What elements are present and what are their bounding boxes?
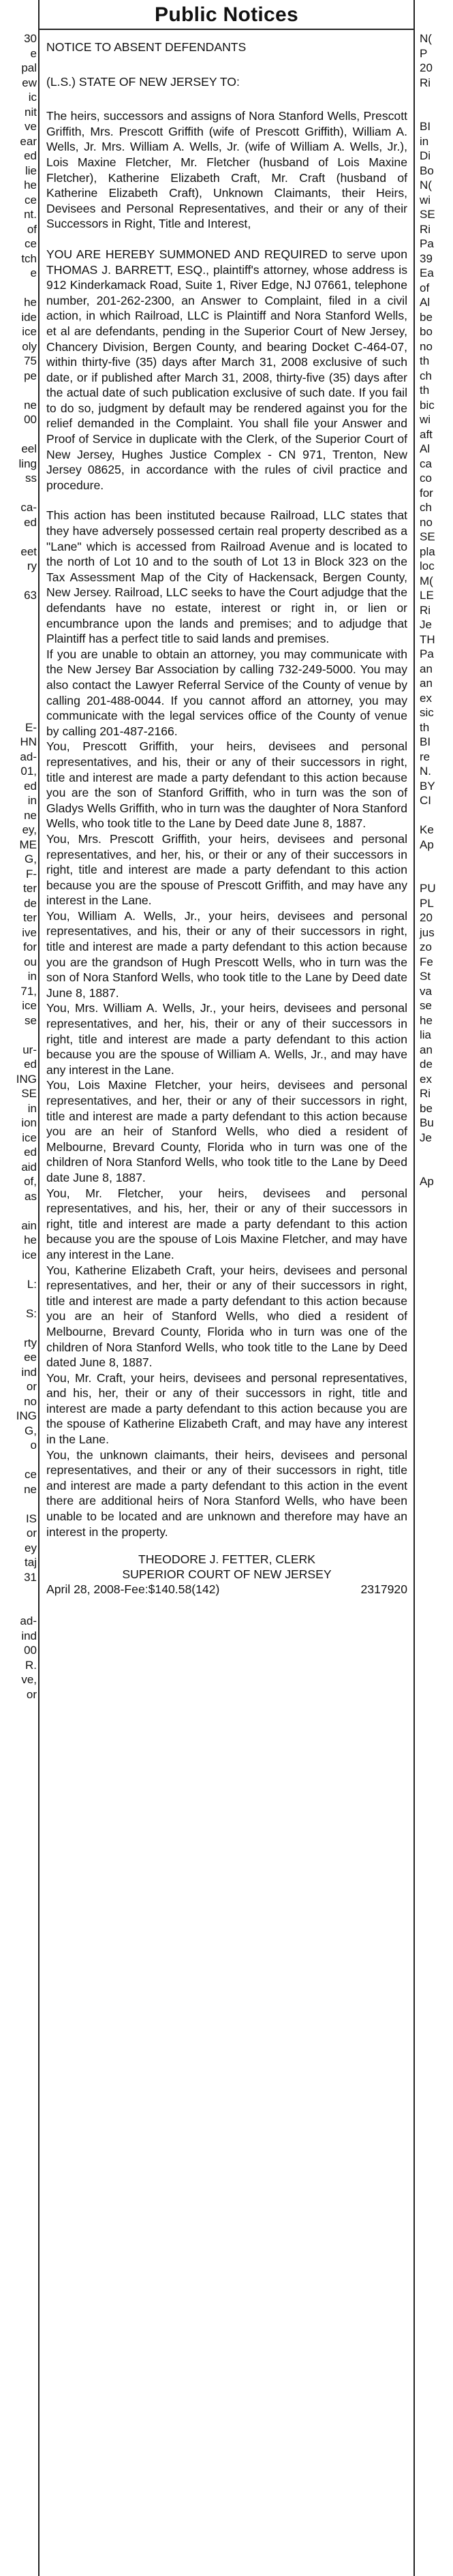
left-column-fragments: [0, 31, 37, 1702]
column-fragment-line: co: [420, 472, 432, 485]
column-fragment-line: ey,: [22, 823, 37, 836]
column-fragment-line: SE: [420, 530, 435, 543]
column-fragment-line: no: [24, 1394, 37, 1408]
column-rule-right: [413, 0, 415, 2576]
column-fragment-line: ve: [25, 120, 37, 133]
column-fragment-line: oly: [22, 339, 37, 353]
column-fragment-line: Al: [420, 442, 431, 455]
column-fragment-line: Fe: [420, 955, 433, 968]
column-fragment-line: of,: [24, 1175, 37, 1188]
column-fragment-line: Ri: [420, 1087, 431, 1100]
column-fragment-line: BY: [420, 779, 435, 793]
right-column-fragments: [420, 31, 453, 1189]
column-fragment-line: Ri: [420, 603, 431, 617]
column-fragment-line: va: [420, 984, 432, 998]
column-fragment-line: be: [420, 310, 433, 324]
notice-paragraph: You, Katherine Elizabeth Craft, your heirs, devisees and personal representatives, and her, their or any of their successors in right, title and interest are made a party defendant to this action because you are an heir of Stanford Wells, who died a resident of Melbourne, Brevard County, Florida who in turn was one of the children of Nora Stanford Wells, who took title to the Lane by Deed dated June 8, 1887.: [46, 1263, 407, 1370]
column-fragment-line: [0, 1599, 37, 1614]
column-fragment-line: eet: [20, 545, 37, 558]
column-fragment-line: ed: [24, 1146, 37, 1159]
column-fragment-line: [0, 1262, 37, 1277]
column-fragment-line: Ap: [420, 1175, 434, 1188]
column-fragment-line: St: [420, 970, 431, 983]
column-fragment-line: tch: [21, 251, 37, 265]
column-fragment-line: he: [24, 179, 37, 191]
column-fragment-line: e: [30, 46, 37, 60]
column-fragment-line: [0, 1321, 37, 1336]
column-fragment-line: [0, 1291, 37, 1306]
column-fragment-line: ice: [22, 999, 37, 1012]
column-fragment-line: [0, 603, 37, 618]
notice-addressees: The heirs, successors and assigns of Nora Stanford Wells, Prescott Griffith, Mrs. Prescott Griffith (wife of Prescott Griffith), William A. Wells, Jr. Mrs. William A. Wells, Jr. (wife of William A. Wells, Jr.), Lois Maxine Fletcher, Mr. Fletcher (husband of Lois Maxine Fletcher), Katherine Elizabeth Craft, Mr. Craft (husband of Katherine Elizabeth Craft), Unknown Claimants, their Heirs, Devisees and Personal Representatives, and their or any of their Successors in Right, Title and Interest,: [46, 109, 407, 231]
column-fragment-line: o: [30, 1439, 37, 1452]
column-fragment-line: ad-: [20, 1614, 37, 1627]
column-rule-left: [38, 0, 40, 2576]
column-fragment-line: ME: [19, 838, 37, 851]
column-fragment-line: re: [420, 750, 431, 763]
column-fragment-line: ed: [24, 1058, 37, 1071]
column-fragment-line: aid: [21, 1160, 37, 1174]
column-fragment-line: lia: [420, 1028, 432, 1041]
column-fragment-line: ch: [420, 369, 432, 382]
column-fragment-line: TH: [420, 632, 435, 646]
column-fragment-line: CI: [420, 794, 431, 807]
column-fragment-line: ain: [21, 1218, 37, 1232]
notice-paragraph: You, Mrs. Prescott Griffith, your heirs, devisees and personal representatives, and her, his, or their or any of their successors in right, title and interest are made a party defendant to this action because you are the spouse of Prescott Griffith, and may have any interest in the Lane.: [46, 831, 407, 908]
column-fragment-line: se: [420, 999, 432, 1012]
column-fragment-line: e: [30, 266, 37, 279]
column-fragment-line: [0, 662, 37, 677]
clerk-signature: [46, 1552, 407, 1582]
column-fragment-line: ee: [24, 1351, 37, 1364]
column-fragment-line: in: [27, 794, 37, 807]
column-fragment-line: [0, 281, 37, 296]
column-fragment-line: ex: [420, 1072, 432, 1086]
column-fragment-line: ed: [24, 149, 37, 162]
column-fragment-line: IS: [25, 1512, 37, 1525]
column-fragment-line: ind: [21, 1629, 37, 1642]
column-fragment-line: Ea: [420, 266, 434, 279]
notice-paragraphs: [46, 508, 407, 1539]
notice-paragraph: You, Mr. Craft, your heirs, devisees and personal representatives, and his, her, their or any of their successors in right, title and interest are made a party defendant to this action because you are the spouse of Katherine Elizabeth Craft, and may have any interest in the Lane.: [46, 1370, 407, 1447]
column-fragment-line: ter: [23, 911, 37, 924]
column-fragment-line: 39: [420, 251, 433, 265]
column-fragment-line: ou: [24, 955, 37, 968]
clerk-name: THEODORE J. FETTER, CLERK: [138, 1552, 316, 1567]
column-fragment-line: [420, 808, 453, 823]
column-fragment-line: 31: [24, 1570, 37, 1584]
column-fragment-line: ce: [25, 193, 37, 206]
column-fragment-line: ice: [22, 325, 37, 338]
column-fragment-line: SE: [420, 208, 435, 221]
column-fragment-line: an: [420, 677, 433, 690]
column-fragment-line: N(: [420, 179, 432, 191]
column-fragment-line: wi: [420, 413, 431, 426]
column-fragment-line: 01,: [20, 765, 37, 778]
column-fragment-line: ry: [27, 559, 37, 572]
column-fragment-line: zo: [420, 940, 432, 953]
column-fragment-line: [420, 852, 453, 867]
column-fragment-line: 20: [420, 911, 433, 924]
column-fragment-line: ss: [25, 472, 37, 485]
column-fragment-line: 30: [24, 32, 37, 45]
column-fragment-line: G,: [25, 853, 37, 865]
column-fragment-line: [0, 691, 37, 706]
column-fragment-line: for: [23, 940, 37, 953]
column-fragment-line: in: [27, 1101, 37, 1115]
column-fragment-line: in: [420, 134, 429, 148]
column-fragment-line: [0, 530, 37, 545]
column-fragment-line: PU: [420, 882, 436, 895]
column-fragment-line: taj: [25, 1556, 37, 1569]
column-fragment-line: [420, 1160, 453, 1175]
column-fragment-line: G,: [25, 1424, 37, 1437]
column-fragment-line: no: [420, 515, 433, 529]
column-fragment-line: HN: [20, 735, 37, 748]
column-fragment-line: wi: [420, 193, 431, 206]
column-fragment-line: S:: [25, 1306, 37, 1320]
column-fragment-line: th: [420, 384, 430, 397]
column-fragment-line: jus: [420, 925, 435, 939]
column-fragment-line: [0, 647, 37, 662]
column-fragment-line: bo: [420, 325, 433, 338]
column-fragment-line: [0, 1028, 37, 1043]
notice-paragraph: You, Mr. Fletcher, your heirs, devisees and personal representatives, and his, her, their or any of their successors in right, title and interest are made a party defendant to this action because you are the spouse of Lois Maxine Fletcher, and may have any interest in the Lane.: [46, 1186, 407, 1261]
notice-state-line: (L.S.) STATE OF NEW JERSEY TO:: [46, 74, 240, 89]
column-fragment-line: ch: [420, 501, 432, 514]
left-adjacent-column: [0, 31, 38, 2566]
column-fragment-line: N.: [420, 765, 431, 778]
column-fragment-line: SE: [21, 1087, 37, 1100]
column-fragment-line: he: [24, 1233, 37, 1246]
column-fragment-line: E-: [25, 720, 37, 734]
column-fragment-line: pla: [420, 545, 435, 558]
column-fragment-line: F-: [25, 867, 37, 880]
column-fragment-line: Bo: [420, 164, 434, 177]
column-fragment-line: [0, 617, 37, 632]
column-fragment-line: ed: [24, 779, 37, 793]
column-fragment-line: 63: [24, 589, 37, 602]
column-fragment-line: ca-: [20, 501, 37, 514]
column-fragment-line: nt.: [24, 208, 37, 221]
column-fragment-line: lie: [25, 164, 37, 177]
column-fragment-line: [0, 632, 37, 647]
column-fragment-line: [0, 1584, 37, 1599]
notice-paragraph: You, William A. Wells, Jr., your heirs, devisees and personal representatives, and his, their or any of their successors in right, title and interest are made a party defendant to this action because you are the grandson of Hugh Prescott Wells, who in turn was the son of Nora Stanford Wells, who took title to the Lane by Deed date June 8, 1887.: [46, 908, 407, 1000]
column-fragment-line: ce: [25, 1468, 37, 1481]
column-fragment-line: Di: [420, 149, 431, 162]
column-fragment-line: th: [420, 720, 430, 734]
notice-paragraph: This action has been instituted because Railroad, LLC states that they have adversely possessed certain real property described as a "Lane" which is accessed from Railroad Avenue and is located to the north of Lot 10 and to the south of Lot 13 in Block 323 on the Tax Assessment Map of the City of Hackensack, Bergen County, New Jersey. Railroad, LLC seeks to have the Court adjudge that the defendants have no estate, interest or right in, or lien or encumbrance upon the lands and premises; and to adjudge that Plaintiff has a perfect title to said lands and premises.: [46, 508, 407, 646]
column-fragment-line: Pa: [420, 237, 434, 250]
column-fragment-line: PL: [420, 896, 434, 910]
publication-date-fee: April 28, 2008-Fee:$140.58(142): [46, 1582, 220, 1597]
column-fragment-line: for: [420, 486, 433, 500]
column-fragment-line: Ap: [420, 838, 434, 851]
column-fragment-line: or: [26, 1687, 37, 1701]
column-fragment-line: in: [27, 970, 37, 983]
column-fragment-line: ion: [21, 1116, 37, 1129]
column-fragment-line: P: [420, 46, 428, 60]
notice-paragraph: You, Prescott Griffith, your heirs, devisees and personal representatives, and his, their or any of their successors in right, title and interest are made a party defendant to this action because you are the son of Stanford Griffith, who in turn was the son of Gladys Wells Griffith, who in turn was the daughter of Nora Stanford Wells, who took title to the Lane by Deed date June 8, 1887.: [46, 739, 407, 831]
right-adjacent-column: [417, 31, 453, 2566]
column-fragment-line: [420, 867, 453, 882]
column-fragment-line: ne: [24, 398, 37, 412]
column-fragment-line: sic: [420, 706, 434, 719]
column-fragment-line: ed: [24, 515, 37, 529]
column-fragment-line: loc: [420, 559, 435, 572]
column-fragment-line: [0, 676, 37, 691]
column-fragment-line: Pa: [420, 647, 434, 660]
column-fragment-line: [0, 1203, 37, 1218]
column-fragment-line: [0, 1497, 37, 1512]
column-fragment-line: be: [420, 1101, 433, 1115]
column-fragment-line: or: [26, 1380, 37, 1393]
column-fragment-line: ING: [16, 1409, 37, 1422]
notice-title: NOTICE TO ABSENT DEFENDANTS: [46, 40, 247, 54]
column-fragment-line: no: [420, 339, 433, 353]
section-title: Public Notices: [155, 3, 298, 26]
column-fragment-line: se: [25, 1013, 37, 1027]
column-fragment-line: Ri: [420, 222, 431, 236]
column-fragment-line: 75: [24, 354, 37, 367]
notice-paragraph: You, Mrs. William A. Wells, Jr., your heirs, devisees and personal representatives, and her, his, their or any of their successors in right, title and interest are made a party defendant to this action because you are the spouse of William A. Wells, Jr., and may have any interest in the Lane.: [46, 1001, 407, 1077]
column-fragment-line: Ke: [420, 823, 434, 836]
column-fragment-line: [420, 105, 453, 120]
column-fragment-line: [420, 1145, 453, 1160]
column-fragment-line: ter: [23, 882, 37, 895]
legal-notice: [46, 40, 407, 1597]
column-fragment-line: L:: [27, 1277, 37, 1291]
ad-number: 2317920: [360, 1582, 407, 1597]
column-fragment-line: de: [24, 896, 37, 910]
column-fragment-line: of: [27, 222, 37, 236]
column-fragment-line: 20: [420, 61, 433, 74]
column-fragment-line: 00: [24, 413, 37, 426]
notice-paragraph: You, Lois Maxine Fletcher, your heirs, devisees and personal representatives, and her, their or any of their successors in right, title and interest are made a party defendant to this action because you are an heir of Stanford Wells, who died a resident of Melbourne, Brevard County, Florida who in turn was one of the children of Nora Stanford Wells, who took title to the Lane by Deed date June 8, 1887.: [46, 1078, 407, 1184]
section-header: [40, 0, 413, 30]
column-fragment-line: as: [25, 1189, 37, 1203]
column-fragment-line: 71,: [20, 984, 37, 998]
column-fragment-line: Ri: [420, 76, 431, 89]
column-fragment-line: [0, 705, 37, 720]
column-fragment-line: ne: [24, 1482, 37, 1496]
notice-paragraph: You, the unknown claimants, their heirs, devisees and personal representatives, and their or any of their successors in right, title and interest are made a party defendant to this action in the event there are additional heirs of Nora Stanford Wells, who have been unable to be located and are unknown and therefore may have an interest in the property.: [46, 1447, 407, 1539]
notice-summons: YOU ARE HEREBY SUMMONED AND REQUIRED to serve upon THOMAS J. BARRETT, ESQ., plaintiff's attorney, whose address is 912 Kinderkamack Road, Suite 1, River Edge, NJ 07661, telephone number, 201-262-2300, an Answer to Complaint, filed in a civil action, in which Railroad, LLC is Plaintiff and Nora Stanford Wells, et al are defendants, pending in the Superior Court of New Jersey, Chancery Division, Bergen County, and bearing Docket C-464-07, within thirty-five (35) days after March 31, 2008 exclusive of such date, or if published after March 31, 2008, thirty-five (35) days after the actual date of such publication exclusive of such date. If you fail to do so, judgment by default may be rendered against you for the relief demanded in the Complaint. You shall file your Answer and Proof of Service in duplicate with the Clerk, of the Superior Court of New Jersey, Hughes Justice Complex - CN 971, Trenton, New Jersey 08625, in accordance with the rules of civil practice and procedure.: [46, 247, 407, 492]
notice-paragraph: If you are unable to obtain an attorney, you may communicate with the New Jersey Bar Association by calling 732-249-5000. You may also contact the Lawyer Referral Service of the County of venue by calling 201-488-0044. If you cannot afford an attorney, you may communicate with the legal services office of the County of venue by calling 201-487-2166.: [46, 647, 407, 738]
column-fragment-line: or: [26, 1527, 37, 1539]
column-fragment-line: ic: [28, 91, 37, 104]
column-fragment-line: [0, 427, 37, 442]
column-fragment-line: an: [420, 662, 433, 675]
column-fragment-line: [0, 574, 37, 589]
column-fragment-line: pe: [24, 369, 37, 382]
column-fragment-line: ex: [420, 691, 432, 705]
column-fragment-line: BI: [420, 120, 431, 133]
column-fragment-line: th: [420, 354, 430, 367]
column-fragment-line: M(: [420, 574, 433, 587]
column-fragment-line: ide: [21, 310, 37, 324]
column-fragment-line: rty: [24, 1336, 37, 1349]
column-fragment-line: LE: [420, 589, 434, 602]
column-fragment-line: [0, 1453, 37, 1468]
column-fragment-line: ive: [22, 925, 37, 939]
column-fragment-line: Je: [420, 1131, 432, 1144]
clerk-court: SUPERIOR COURT OF NEW JERSEY: [122, 1567, 332, 1582]
column-fragment-line: Je: [420, 618, 432, 631]
publication-line: [46, 1582, 407, 1597]
column-fragment-line: 00: [24, 1644, 37, 1657]
column-fragment-line: ind: [21, 1365, 37, 1379]
column-fragment-line: eel: [21, 442, 37, 455]
column-fragment-line: ur-: [22, 1043, 37, 1056]
column-fragment-line: [0, 383, 37, 398]
column-fragment-line: [0, 486, 37, 501]
column-fragment-line: ey: [25, 1541, 37, 1554]
column-fragment-line: BI: [420, 735, 431, 748]
column-fragment-line: N(: [420, 32, 432, 45]
column-fragment-line: ear: [20, 134, 37, 148]
column-fragment-line: Al: [420, 296, 431, 309]
column-fragment-line: ice: [22, 1248, 37, 1261]
column-fragment-line: aft: [420, 427, 433, 441]
column-fragment-line: de: [420, 1058, 433, 1071]
column-fragment-line: bic: [420, 398, 435, 412]
column-fragment-line: ce: [25, 237, 37, 250]
column-fragment-line: ve,: [21, 1673, 37, 1686]
column-fragment-line: an: [420, 1043, 433, 1056]
column-fragment-line: ad-: [20, 750, 37, 763]
column-fragment-line: ice: [22, 1131, 37, 1144]
column-fragment-line: ling: [18, 457, 37, 470]
column-fragment-line: ew: [22, 76, 37, 89]
column-fragment-line: of: [420, 281, 430, 294]
column-fragment-line: Bu: [420, 1116, 434, 1129]
column-fragment-line: [420, 90, 453, 105]
column-fragment-line: he: [420, 1013, 433, 1027]
column-fragment-line: ING: [16, 1072, 37, 1086]
column-fragment-line: nit: [25, 105, 37, 119]
column-fragment-line: pal: [21, 61, 37, 74]
column-fragment-line: R.: [25, 1658, 37, 1672]
column-fragment-line: ca: [420, 457, 432, 470]
column-fragment-line: he: [24, 296, 37, 309]
column-fragment-line: ne: [24, 808, 37, 822]
